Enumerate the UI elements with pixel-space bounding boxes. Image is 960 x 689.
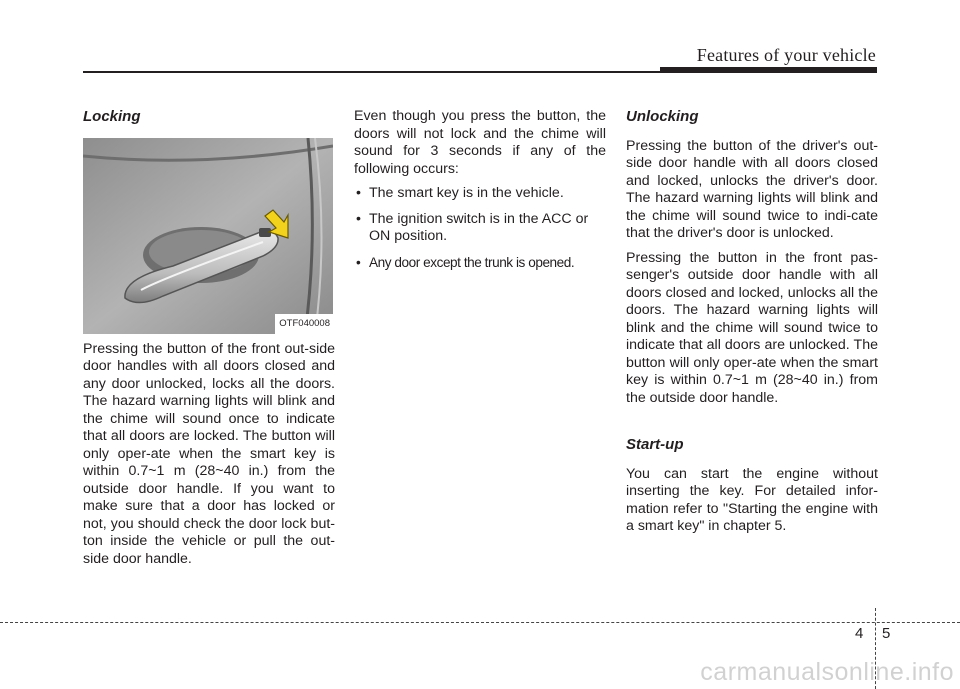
- header-rule-thin: [83, 71, 660, 73]
- page-number: 5: [882, 625, 891, 642]
- figure-caption: OTF040008: [275, 314, 333, 334]
- locking-paragraph: Pressing the button of the front out-side door handles with all doors closed and any door unlocked, locks all the doors. The hazard warning lights will blink and the chime will sound once to indicate that all doors are locked. The button will only oper-ate when the smart key is within 0.7~1 m (28~40 in.) from the outside door handle. If you want to make sure that a door has locked or not, you should check the door lock but-ton inside the vehicle or pull the out-side door handle.: [83, 340, 335, 567]
- footer-rule: [0, 622, 960, 623]
- list-item: • The ignition switch is in the ACC or ON position.: [354, 211, 606, 246]
- column-left: [83, 108, 335, 575]
- column-middle: [354, 108, 606, 279]
- door-handle-figure: [83, 138, 333, 334]
- startup-heading: Start-up: [626, 436, 684, 453]
- locking-heading: Locking: [83, 108, 141, 125]
- unlocking-paragraph-2: Pressing the button in the front pas-senger's outside door handle with all doors closed and locked, unlocks all the doors. The hazard warning lights will blink and the chime will sound twice to indicate that all doors are unlocked. The button will only oper-ate when the smart key is within 0.7~1 m (28~40 in.) from the outside door handle.: [626, 249, 878, 406]
- unlocking-paragraph-1: Pressing the button of the driver's out-side door handle with all doors closed and locked, unlocks the driver's door. The hazard warning lights will blink and the chime will sound twice to indi-cate that the driver's door is unlocked.: [626, 137, 878, 241]
- list-item: • The smart key is in the vehicle.: [354, 185, 606, 203]
- door-handle-illustration: [83, 138, 333, 334]
- startup-paragraph: You can start the engine without inserting the key. For detailed infor-mation refer to "Starting the engine with a smart key" in chapter 5.: [626, 465, 878, 534]
- watermark: carmanualsonline.info: [700, 658, 954, 686]
- header-rule-thick: [660, 67, 877, 73]
- section-title: Features of your vehicle: [696, 45, 876, 65]
- list-item: • Any door except the trunk is opened.: [354, 254, 606, 272]
- unlocking-heading: Unlocking: [626, 108, 699, 125]
- lock-conditions-paragraph: Even though you press the button, the doors will not lock and the chime will sound for 3 seconds if any of the following occurs:: [354, 108, 606, 177]
- column-right: [626, 108, 878, 543]
- chapter-number: 4: [855, 625, 864, 642]
- lock-conditions-list: [354, 185, 606, 271]
